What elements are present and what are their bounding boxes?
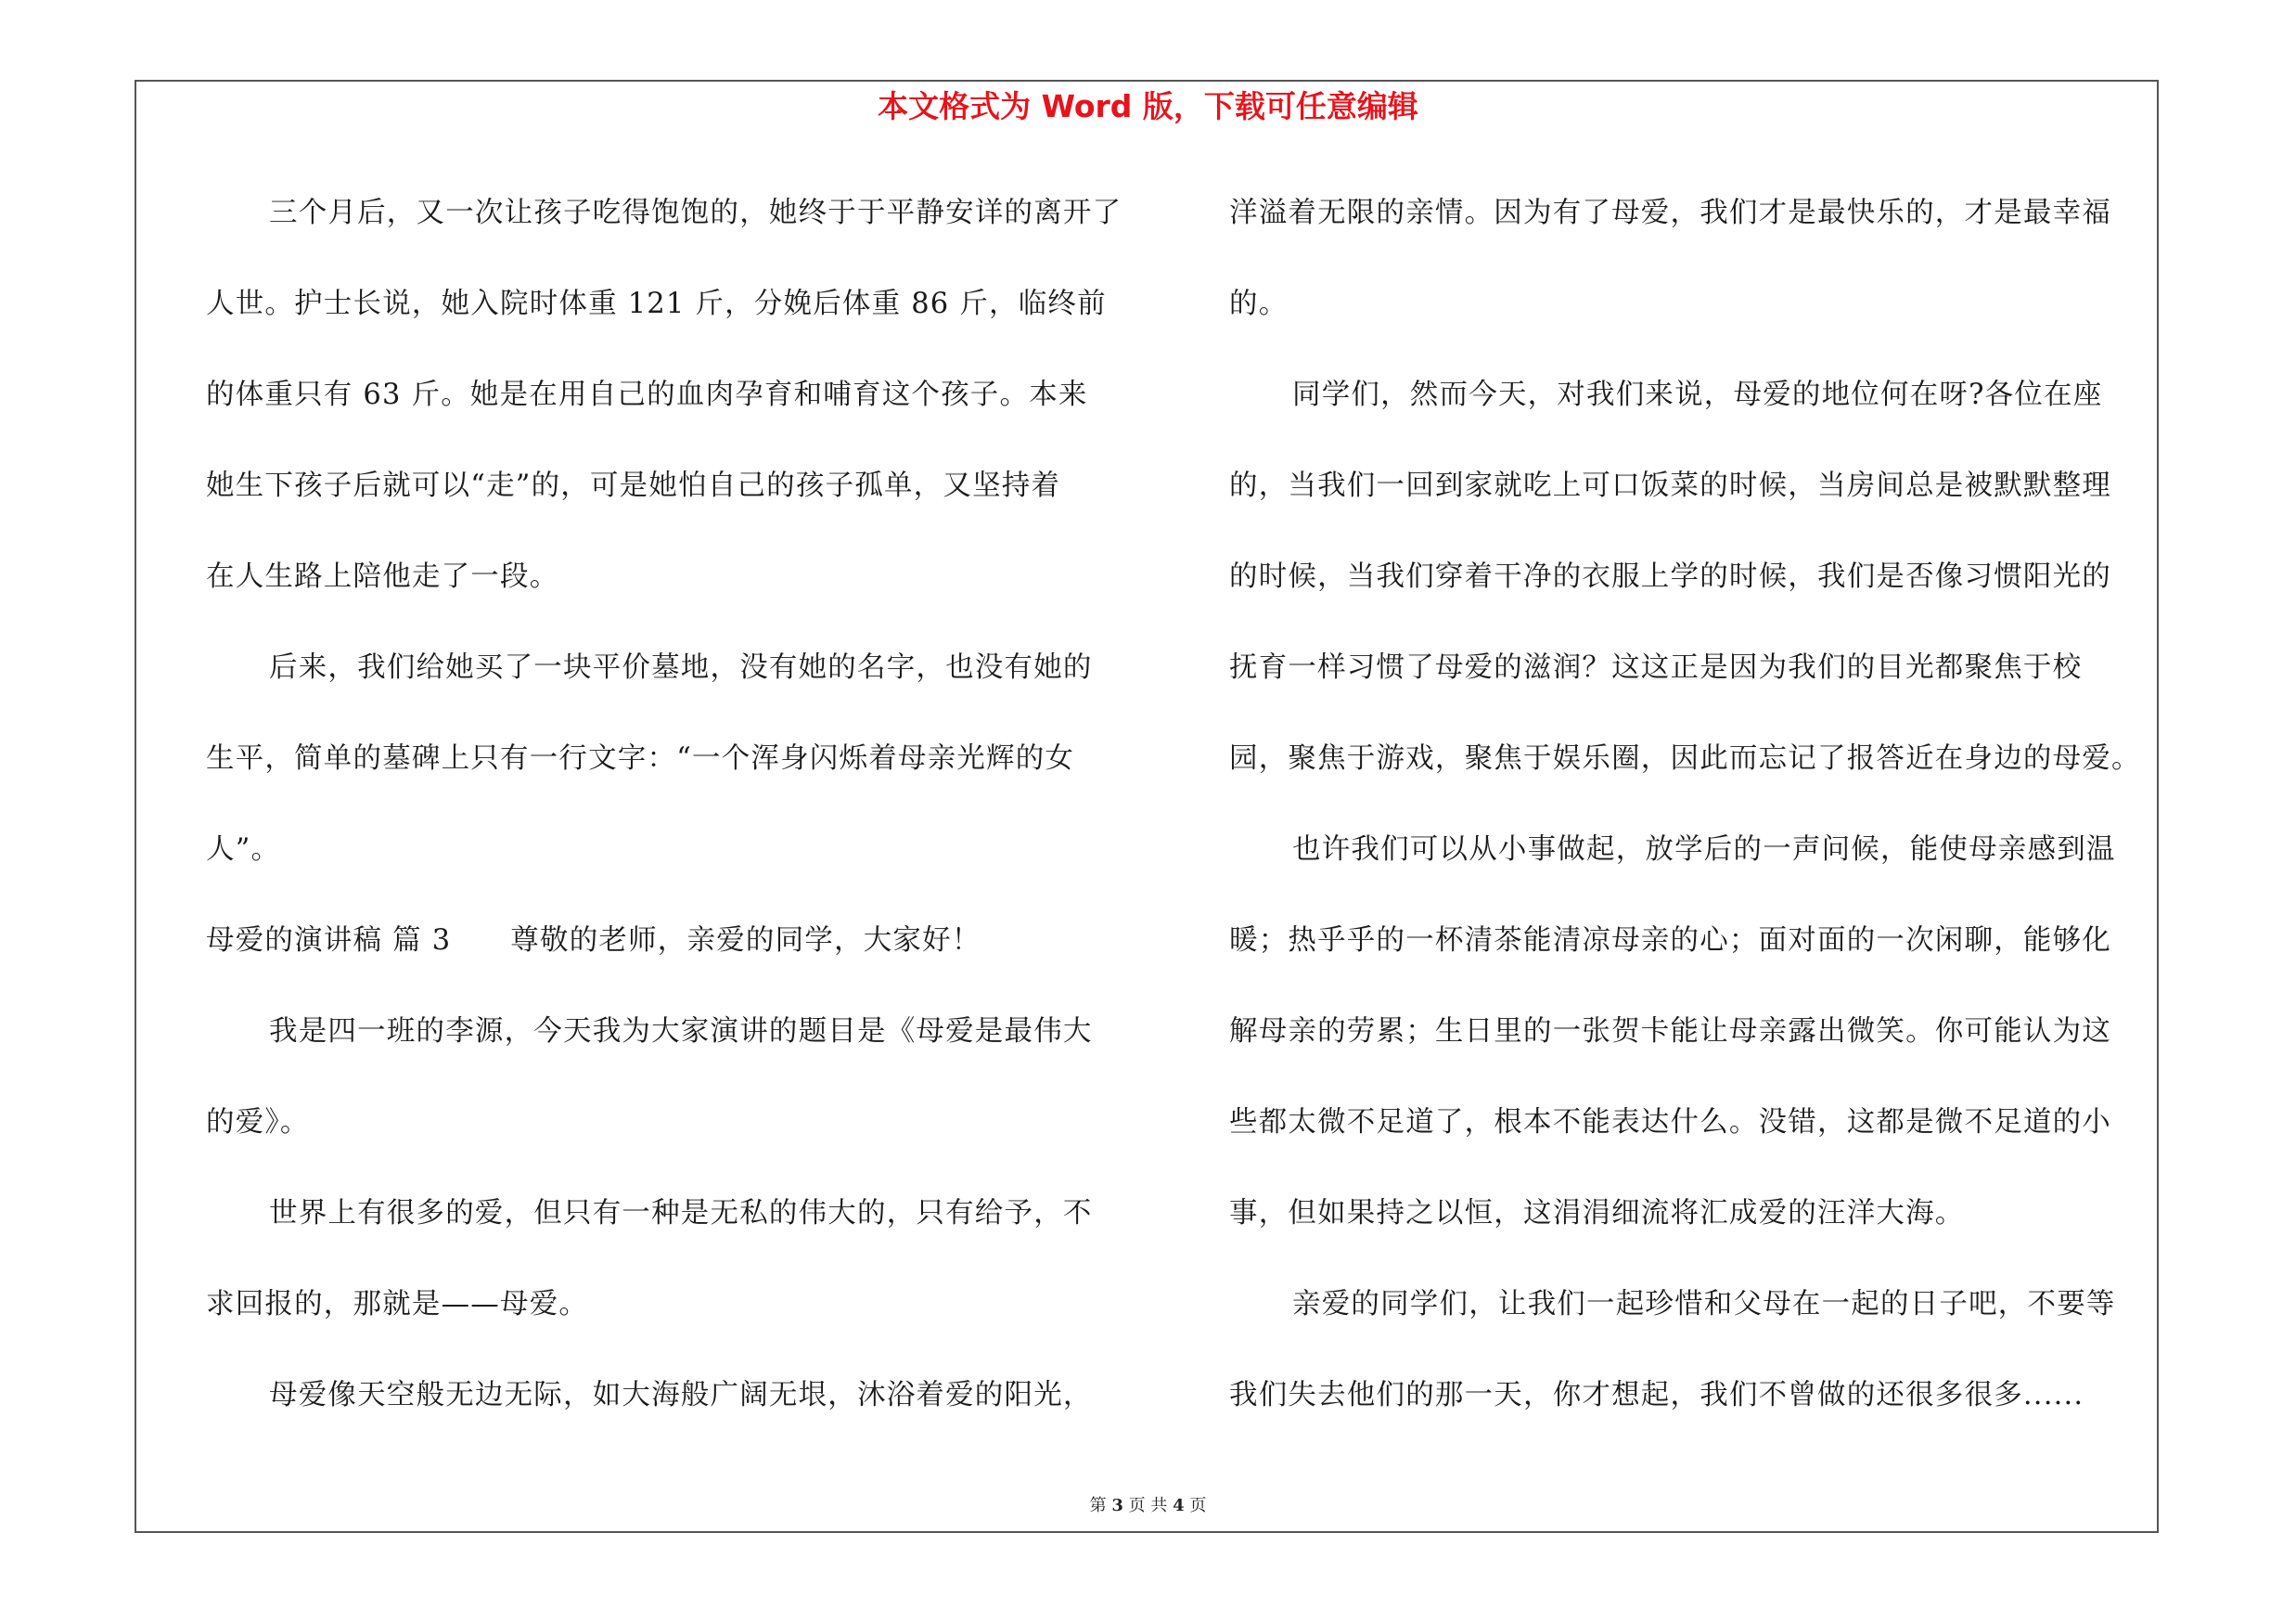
line-text: 园，聚焦于游戏，聚焦于娱乐圈，因此而忘记了报答近在身边的母爱。 <box>1229 742 2141 775</box>
line-text: 些都太微不足道了，根本不能表达什么。没错，这都是微不足道的小 <box>1229 1106 2111 1139</box>
text-line <box>206 454 1124 545</box>
text-line <box>1229 454 2152 545</box>
text-line <box>206 1363 1124 1454</box>
text-line <box>1229 545 2152 636</box>
line-text: 我是四一班的李源，今天我为大家演讲的题目是《母爱是最伟大 <box>269 1015 1093 1048</box>
text-line <box>206 818 1124 908</box>
line-text: 的。 <box>1229 288 1289 320</box>
text-line <box>1229 818 2152 908</box>
text-line <box>1229 1181 2152 1272</box>
line-text: 求回报的，那就是——母爱。 <box>206 1288 589 1320</box>
text-line <box>206 1272 1124 1363</box>
footer-middle: 页 共 <box>1128 1496 1168 1515</box>
line-text: 在人生路上陪他走了一段。 <box>206 560 559 593</box>
footer-suffix: 页 <box>1189 1496 1207 1515</box>
text-line <box>206 636 1124 727</box>
line-text: 人”。 <box>206 833 281 866</box>
line-text: 我们失去他们的那一天，你才想起，我们不曾做的还很多很多...... <box>1229 1379 2084 1411</box>
text-line <box>206 727 1124 818</box>
line-text: 世界上有很多的爱，但只有一种是无私的伟大的，只有给予，不 <box>269 1197 1093 1230</box>
footer-total-pages: 4 <box>1173 1496 1185 1515</box>
line-text: 抚育一样习惯了母爱的滋润？这这正是因为我们的目光都聚焦于校 <box>1229 651 2083 684</box>
section-heading: 母爱的演讲稿 篇 3 <box>206 924 452 957</box>
line-text: 解母亲的劳累；生日里的一张贺卡能让母亲露出微笑。你可能认为这 <box>1229 1015 2111 1048</box>
text-line <box>1229 1363 2152 1454</box>
page-footer <box>0 1492 2296 1520</box>
line-text: 洋溢着无限的亲情。因为有了母爱，我们才是最快乐的，才是最幸福 <box>1229 197 2111 229</box>
text-line <box>206 272 1124 363</box>
text-line <box>206 908 1124 999</box>
line-text: 后来，我们给她买了一块平价墓地，没有她的名字，也没有她的 <box>269 651 1093 684</box>
line-text: 的，当我们一回到家就吃上可口饭菜的时候，当房间总是被默默整理 <box>1229 470 2111 502</box>
footer-page-number: 3 <box>1111 1496 1123 1515</box>
text-line <box>206 363 1124 454</box>
text-line <box>206 1181 1124 1272</box>
format-banner: 本文格式为 Word 版，下载可任意编辑 <box>878 88 1418 124</box>
text-line <box>1229 999 2152 1090</box>
text-line <box>1229 1090 2152 1181</box>
text-line <box>206 181 1124 272</box>
text-line <box>1229 908 2152 999</box>
line-text: 母爱像天空般无边无际，如大海般广阔无垠，沐浴着爱的阳光， <box>269 1379 1093 1411</box>
text-line <box>1229 181 2152 272</box>
line-text: 生平，简单的墓碑上只有一行文字：“一个浑身闪烁着母亲光辉的女 <box>206 742 1075 775</box>
line-text: 也许我们可以从小事做起，放学后的一声问候，能使母亲感到温 <box>1292 833 2116 866</box>
right-column <box>1229 181 2152 1454</box>
line-text: 事，但如果持之以恒，这涓涓细流将汇成爱的汪洋大海。 <box>1229 1197 1965 1230</box>
line-text: 暖；热乎乎的一杯清茶能清凉母亲的心；面对面的一次闲聊，能够化 <box>1229 924 2111 957</box>
line-text: 的爱》。 <box>206 1106 310 1139</box>
text-line <box>1229 363 2152 454</box>
line-text: 的时候，当我们穿着干净的衣服上学的时候，我们是否像习惯阳光的 <box>1229 560 2111 593</box>
line-text: 尊敬的老师，亲爱的同学，大家好！ <box>510 924 981 957</box>
line-text: 的体重只有 63 斤。她是在用自己的血肉孕育和哺育这个孩子。本来 <box>206 379 1088 411</box>
text-line <box>1229 1272 2152 1363</box>
line-text: 三个月后，又一次让孩子吃得饱饱的，她终于于平静安详的离开了 <box>269 197 1122 229</box>
footer-prefix: 第 <box>1089 1496 1107 1515</box>
text-line <box>1229 636 2152 727</box>
line-text: 她生下孩子后就可以“走”的，可是她怕自己的孩子孤单，又坚持着 <box>206 470 1061 502</box>
left-column <box>206 181 1124 1454</box>
line-text: 同学们，然而今天，对我们来说，母爱的地位何在呀?各位在座 <box>1292 379 2103 411</box>
text-line <box>206 1090 1124 1181</box>
line-text: 亲爱的同学们，让我们一起珍惜和父母在一起的日子吧，不要等 <box>1292 1288 2116 1320</box>
text-line <box>206 545 1124 636</box>
text-line <box>1229 727 2152 818</box>
text-line <box>1229 272 2152 363</box>
text-line <box>206 999 1124 1090</box>
line-text: 人世。护士长说，她入院时体重 121 斤，分娩后体重 86 斤，临终前 <box>206 288 1107 320</box>
